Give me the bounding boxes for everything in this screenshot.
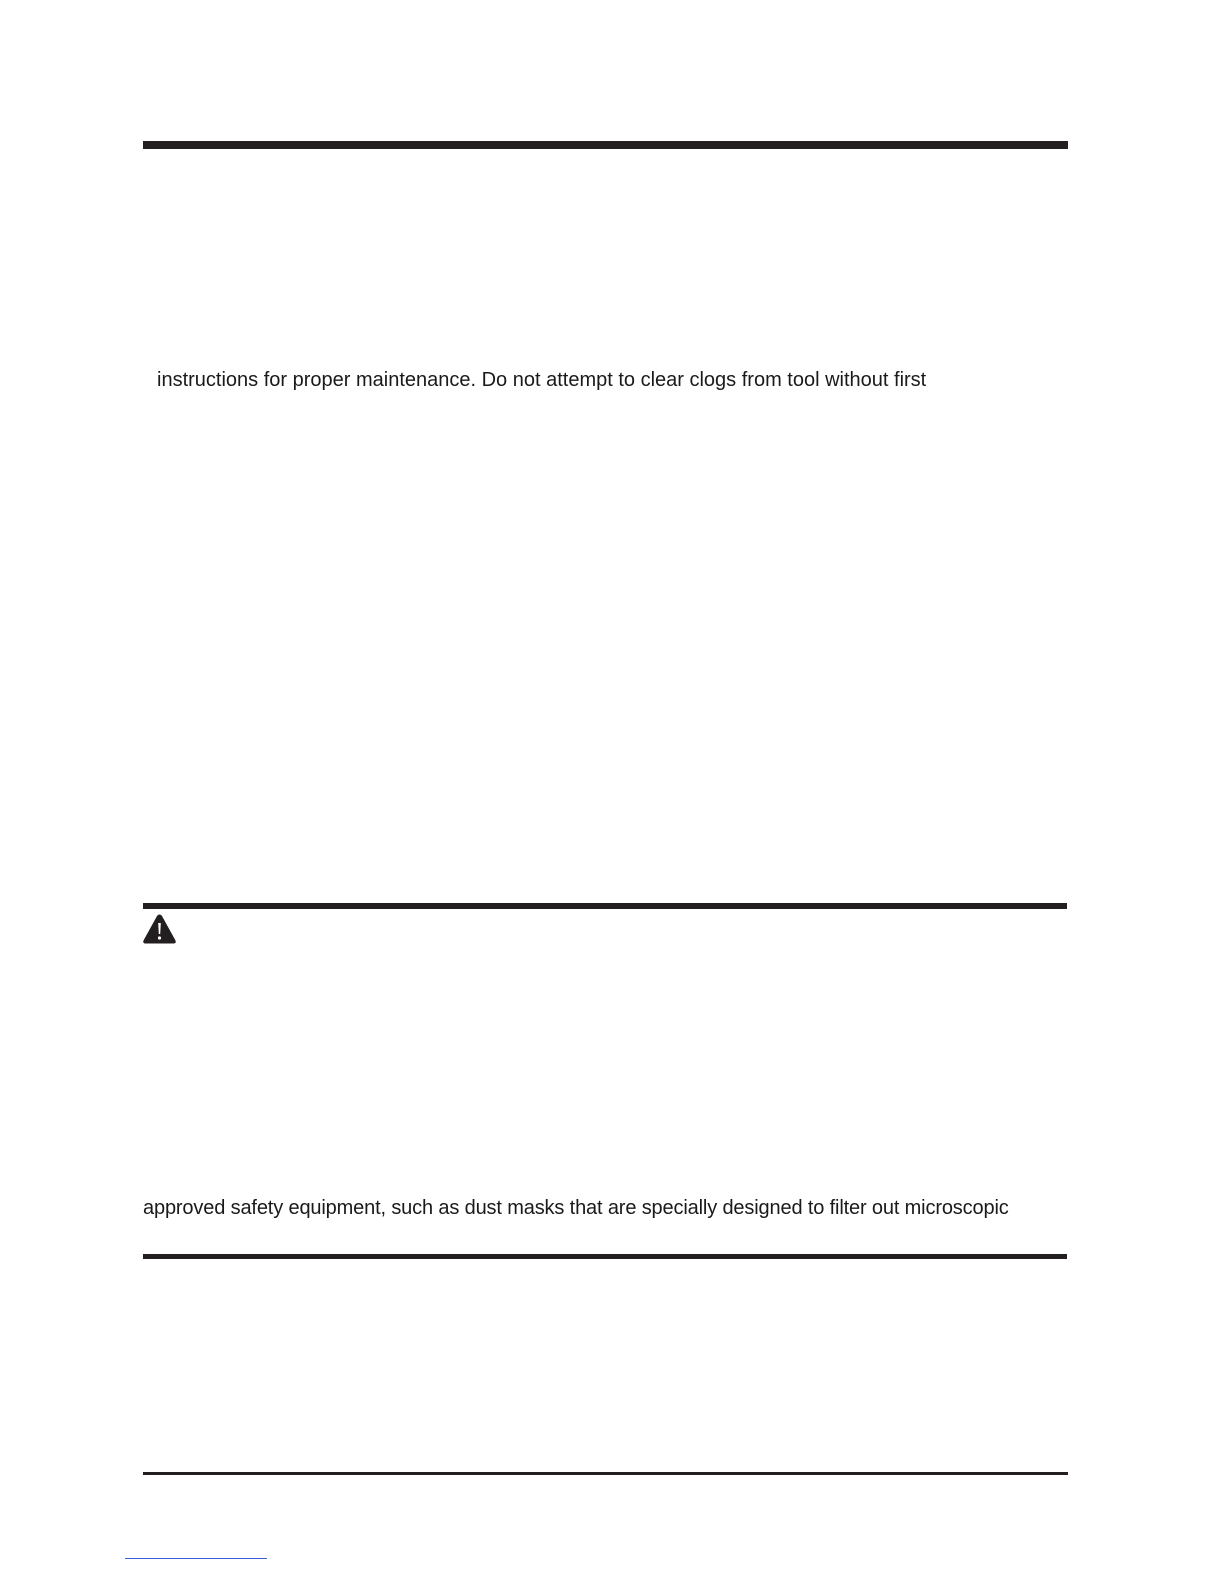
safety-equipment-text-line: approved safety equipment, such as dust masks that are specially designed to filter out microscopic bbox=[143, 1197, 1009, 1219]
maintenance-text-line: instructions for proper maintenance. Do not attempt to clear clogs from tool without first bbox=[157, 369, 927, 391]
top-divider bbox=[143, 141, 1068, 149]
footer-divider bbox=[143, 1472, 1068, 1475]
link-underline[interactable] bbox=[125, 1558, 267, 1559]
warning-section-divider bbox=[143, 903, 1067, 909]
warning-triangle-icon bbox=[142, 913, 177, 945]
section-divider bbox=[143, 1254, 1067, 1259]
